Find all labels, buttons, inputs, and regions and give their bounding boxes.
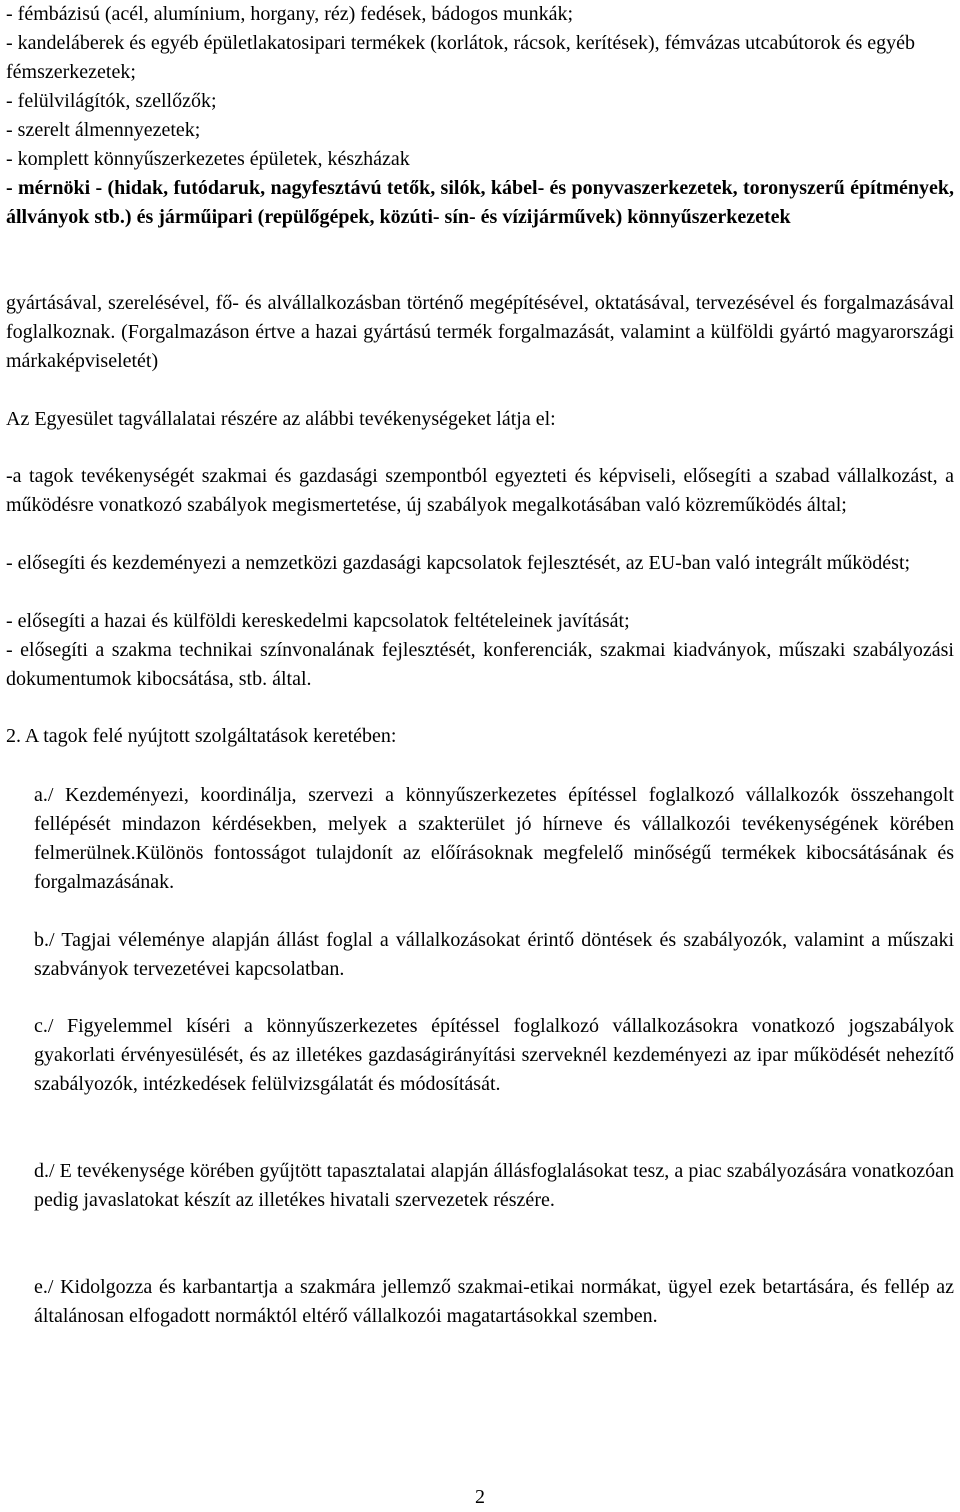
- service-item-a: a./ Kezdeményezi, koordinálja, szervezi a könnyűszerkezetes építéssel foglalkozó vállalkozók összehangolt fellépését mindazon kérdésekben, melyek a szakterület jó hírneve és vállalkozói tevékenységének körében felmerülnek.Különös fontosságot tulajdonít az előírásoknak megfelelő minőségű termékek kibocsátásának és forgalmazásának.: [34, 784, 954, 893]
- activity-item: - elősegíti és kezdeményezi a nemzetközi gazdasági kapcsolatok fejlesztését, az EU-ban való integrált működést;: [6, 552, 911, 574]
- section-heading: 2. A tagok felé nyújtott szolgáltatások keretében:: [6, 725, 397, 747]
- top-list-item: - fémbázisú (acél, alumínium, horgany, réz) fedések, bádogos munkák;: [6, 3, 574, 25]
- page-number: 2: [475, 1486, 485, 1508]
- bold-list-item: - mérnöki - (hidak, futódaruk, nagyfesztávú tetők, silók, kábel- és ponyvaszerkezetek, toronyszerű építmények, állványok stb.) és járműipari (repülőgépek, közúti- sín- és vízijárművek) könnyűszerkezetek: [6, 177, 954, 228]
- activity-item: -a tagok tevékenységét szakmai és gazdasági szempontból egyezteti és képviseli, elősegíti a szabad vállalkozást, a működésre vonatkozó szabályok megismertetése, új szabályok megalkotásában való közreműködés által;: [6, 465, 954, 516]
- paragraph-activities-intro: Az Egyesület tagvállalatai részére az alábbi tevékenységeket látja el:: [6, 408, 556, 430]
- top-list-item: - kandeláberek és egyéb épületlakatosipari termékek (korlátok, rácsok, kerítések), fémvázas utcabútorok és egyéb fémszerkezetek;: [6, 32, 916, 83]
- service-item-d: d./ E tevékenysége körében gyűjtött tapasztalatai alapján állásfoglalásokat tesz, a piac szabályozására vonatkozóan pedig javaslatokat készít az illetékes hivatali szervezetek részére.: [34, 1160, 954, 1211]
- top-list-item: - szerelt álmennyezetek;: [6, 119, 201, 141]
- activity-item: - elősegíti a hazai és külföldi kereskedelmi kapcsolatok feltételeinek javítását;: [6, 610, 630, 632]
- top-list-item: - felülvilágítók, szellőzők;: [6, 90, 217, 112]
- top-list-item: - komplett könnyűszerkezetes épületek, készházak: [6, 148, 410, 170]
- service-item-e: e./ Kidolgozza és karbantartja a szakmára jellemző szakmai-etikai normákat, ügyel ezek betartására, és fellép az általánosan elfogadott normáktól eltérő vállalkozói magatartásokkal szemben.: [34, 1276, 954, 1327]
- paragraph-production: gyártásával, szerelésével, fő- és alvállalkozásban történő megépítésével, oktatásával, tervezésével és forgalmazásával foglalkoznak. (Forgalmazáson értve a hazai gyártású termék forgalmazását, valamint a külföldi gyártó magyarországi márkaképviseletét): [6, 292, 954, 372]
- activity-item: - elősegíti a szakma technikai színvonalának fejlesztését, konferenciák, szakmai kiadványok, műszaki szabályozási dokumentumok kibocsátása, stb. által.: [6, 639, 954, 690]
- service-item-c: c./ Figyelemmel kíséri a könnyűszerkezetes építéssel foglalkozó vállalkozásokra vonatkozó jogszabályok gyakorlati érvényesülését, és az illetékes gazdaságirányítási szerveknél kezdeményezi az ipar működését nehezítő szabályozók, intézkedések felülvizsgálatát és módosítását.: [34, 1015, 954, 1095]
- service-item-b: b./ Tagjai véleménye alapján állást foglal a vállalkozásokat érintő döntések és szabályozók, valamint a műszaki szabványok tervezetévei kapcsolatban.: [34, 929, 954, 980]
